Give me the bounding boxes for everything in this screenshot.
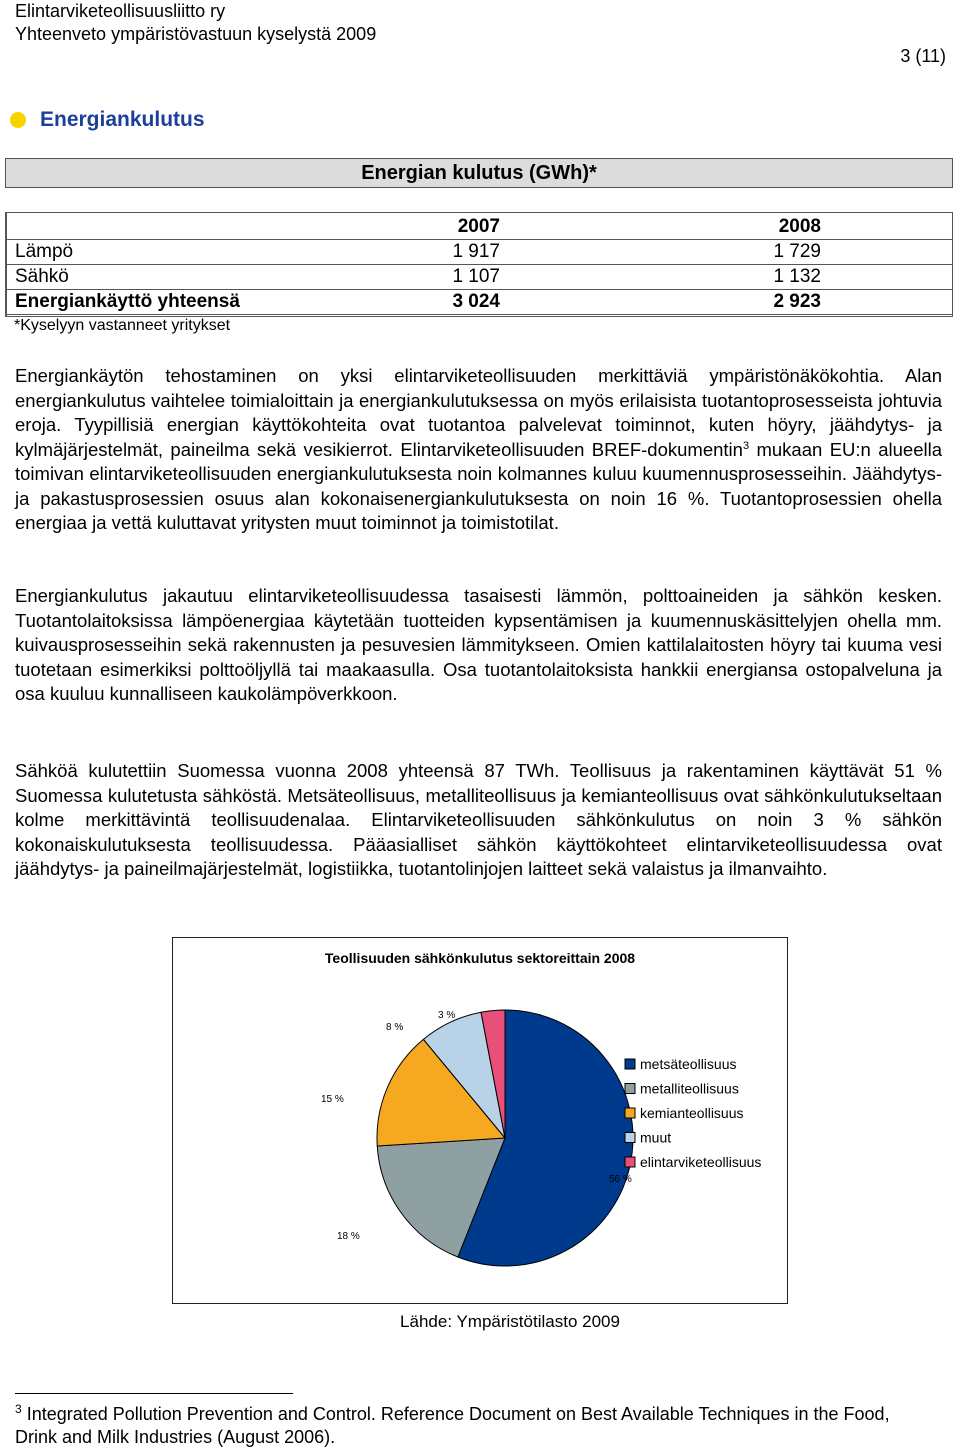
table-row: Sähkö 1 107 1 132 xyxy=(15,266,821,287)
legend-swatch xyxy=(625,1108,635,1118)
legend-swatch xyxy=(625,1084,635,1094)
table-note: *Kyselyyn vastanneet yritykset xyxy=(14,317,231,334)
page-number: 3 (11) xyxy=(900,46,946,66)
table-header-row xyxy=(6,215,952,239)
legend-label: metsäteollisuus xyxy=(640,1056,737,1072)
table-row: Lämpö 1 917 1 729 xyxy=(15,241,821,262)
legend-label: elintarviketeollisuus xyxy=(640,1154,762,1170)
header-report: Yhteenveto ympäristövastuun kyselystä 2009 xyxy=(15,24,377,44)
paragraph-energy-efficiency: Energiankäytön tehostaminen on yksi elintarviketeollisuuden merkittäviä ympäristönäkökohtia. Alan energiankulutus vaihtelee toimialoittain ja energiankulutuksessa on myös erilaisista tuotantoprosesseista johtuvia eroja. Tyypillisiä energian käyttökohteita ovat tuotantoa palvelevat toiminnot, kuten höyry, jäähdytys- ja kylmäjärjestelmät, paineilma sekä vesikierrot. Elintarviketeollisuuden BREF-dokumentin$^3$ mukaan EU:n alueella toimivan elintarviketeollisuuden energiankulutuksesta noin kolmannes kuluu kuumennusprosesseihin. Jäähdytys- ja pakastusprosessien osuus alan kokonaisenergiankulutuksesta on noin 16 %. Tuotantoprosessien ohella energiaa ja vettä kuluttavat yritysten muut toiminnot ja toimistotilat. xyxy=(15,365,942,533)
footnote: $^3$ Integrated Pollution Prevention and Control. Reference Document on Best Available Techniques in the Food, Drink and Milk Industries (August 2006). xyxy=(15,1402,890,1447)
slice-label: 56 % xyxy=(609,1174,632,1185)
legend-swatch xyxy=(625,1059,635,1069)
slice-label: 3 % xyxy=(438,1010,456,1021)
table-title: Energian kulutus (GWh)* xyxy=(5,158,953,188)
legend-swatch xyxy=(625,1133,635,1143)
year-2007-header: 2007 xyxy=(457,216,500,237)
footnote-rule xyxy=(15,1393,293,1394)
legend-label: kemianteollisuus xyxy=(640,1105,744,1121)
slice-label: 15 % xyxy=(321,1094,344,1105)
table-total-row: Energiankäyttö yhteensä 3 024 2 923 xyxy=(15,291,821,312)
paragraph-energy-distribution: Energiankulutus jakautuu elintarviketeollisuudessa tasaisesti lämmön, polttoaineiden ja sähkön kesken. Tuotantolaitoksissa lämpöenergiaa käytetään tuotteiden kypsentämisen ja kuumennuskäsittelyjen ohella mm. kuivausprosesseihin sekä rakennusten ja pesuvesien lämmitykseen. Omien kattilalaitosten höyry tai kuuma vesi tuotetaan esimerkiksi polttoöljyllä tai maakaasulla. Osa tuotantolaitoksista hankkii energiansa ostopalveluna ja osa kuuluu kunnalliseen kaukolämpöverkkoon. xyxy=(15,585,942,704)
paragraph-electricity: Sähköä kulutettiin Suomessa vuonna 2008 yhteensä 87 TWh. Teollisuus ja rakentaminen käyttävät 51 % Suomessa kulutetusta sähköstä. Metsäteollisuus, metalliteollisuus ja kemianteollisuus ovat sähkönkulutukseltaan kolme merkittävintä teollisuudenalaa. Elintarviketeollisuuden sähkönkulutus on noin 3 % sähkön kokonaiskulutuksesta teollisuudessa. Pääasialliset sähkön käyttökohteet elintarviketeollisuudessa ovat jäähdytys- ja paineilmajärjestelmät, logistiikka, tuotantolinjojen laitteet sekä valaistus ja ilmanvaihto. xyxy=(15,760,942,879)
slice-label: 8 % xyxy=(386,1022,404,1033)
bullet-icon xyxy=(10,112,26,128)
footnote-ref: 3 xyxy=(742,439,750,452)
energy-table xyxy=(5,212,953,317)
legend-label: metalliteollisuus xyxy=(640,1080,739,1097)
chart-title: Teollisuuden sähkönkulutus sektoreittain 2008 xyxy=(324,950,636,966)
pie-chart-frame xyxy=(172,937,788,1304)
section-heading xyxy=(10,108,205,132)
legend-swatch xyxy=(625,1157,635,1167)
year-2008-header: 2008 xyxy=(778,216,821,237)
slice-label: 18 % xyxy=(337,1231,360,1242)
legend-label: muut xyxy=(640,1129,672,1146)
pie-chart xyxy=(173,938,787,1303)
header-org: Elintarviketeollisuusliitto ry xyxy=(15,1,226,21)
chart-source: Lähde: Ympäristötilasto 2009 xyxy=(400,1312,620,1331)
section-title: Energiankulutus xyxy=(40,108,205,131)
